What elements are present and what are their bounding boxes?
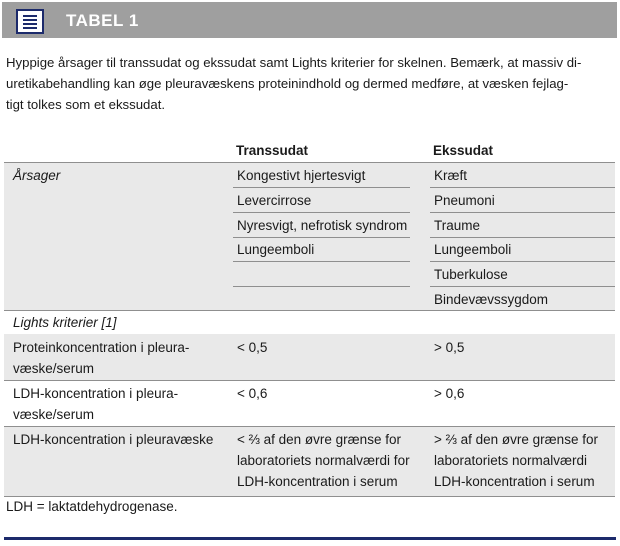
criterion-line: laboratoriets normalværdi for xyxy=(237,453,410,468)
row-rule xyxy=(4,426,615,427)
cell-divider xyxy=(430,286,615,287)
transsudat-criterion xyxy=(237,429,410,492)
bottom-accent-rule xyxy=(4,537,616,540)
criteria-label-line: væske/serum xyxy=(13,407,95,422)
transsudat-cause: Kongestivt hjertesvigt xyxy=(237,168,366,183)
ekssudat-criterion: > 0,5 xyxy=(434,340,465,355)
header-rule xyxy=(4,162,615,163)
criteria-label xyxy=(13,383,178,425)
criteria-label xyxy=(13,429,213,450)
transsudat-criterion: < 0,6 xyxy=(237,386,268,401)
table-bottom-rule xyxy=(4,496,615,497)
cell-divider xyxy=(430,261,615,262)
table-header-bar xyxy=(2,2,617,38)
table-caption xyxy=(6,52,614,115)
cell-divider xyxy=(430,187,615,188)
criterion-line: > ⅔ af den øvre grænse for xyxy=(434,432,598,447)
cell-divider xyxy=(233,286,410,287)
cell-divider xyxy=(430,212,615,213)
section-rule xyxy=(4,310,615,311)
cell-divider xyxy=(233,237,410,238)
ekssudat-criterion xyxy=(434,429,598,492)
ekssudat-cause: Kræft xyxy=(434,168,468,183)
criterion-line: LDH-koncentration i serum xyxy=(434,474,595,489)
footnote: LDH = laktatdehydrogenase. xyxy=(6,499,178,514)
caption-line: uretikabehandling kan øge pleuravæskens proteinindhold og dermed medføre, at væsken fejlag- xyxy=(6,76,569,91)
criterion-line: < ⅔ af den øvre grænse for xyxy=(237,432,401,447)
caption-line: Hyppige årsager til transsudat og ekssudat samt Lights kriterier for skelnen. Bemærk, at massiv di- xyxy=(6,55,582,70)
criterion-line: LDH-koncentration i serum xyxy=(237,474,398,489)
row-rule xyxy=(4,380,615,381)
document-list-icon xyxy=(16,9,44,34)
ekssudat-cause: Pneumoni xyxy=(434,193,495,208)
transsudat-cause: Nyresvigt, nefrotisk syndrom xyxy=(237,218,408,233)
caption-line: tigt tolkes som et ekssudat. xyxy=(6,97,166,112)
criteria-label xyxy=(13,337,189,379)
criteria-label-line: væske/serum xyxy=(13,361,95,376)
ekssudat-cause: Traume xyxy=(434,218,481,233)
ekssudat-cause: Bindevævssygdom xyxy=(434,292,549,307)
cell-divider xyxy=(233,212,410,213)
table-title: TABEL 1 xyxy=(66,11,139,30)
lights-criteria-label: Lights kriterier [1] xyxy=(13,315,117,330)
criteria-label-line: LDH-koncentration i pleura- xyxy=(13,386,179,401)
cell-divider xyxy=(233,261,410,262)
ekssudat-cause: Tuberkulose xyxy=(434,267,508,282)
criteria-label-line: LDH-koncentration i pleuravæske xyxy=(13,432,214,447)
column-header-transsudat: Transsudat xyxy=(236,143,309,158)
column-header-ekssudat: Ekssudat xyxy=(433,143,494,158)
transsudat-cause: Lungeemboli xyxy=(237,242,315,257)
transsudat-criterion: < 0,5 xyxy=(237,340,268,355)
cell-divider xyxy=(233,187,410,188)
transsudat-cause: Levercirrose xyxy=(237,193,312,208)
criterion-line: laboratoriets normalværdi xyxy=(434,453,588,468)
ekssudat-cause: Lungeemboli xyxy=(434,242,512,257)
causes-label: Årsager xyxy=(13,168,61,183)
ekssudat-criterion: > 0,6 xyxy=(434,386,465,401)
cell-divider xyxy=(430,237,615,238)
criteria-label-line: Proteinkoncentration i pleura- xyxy=(13,340,190,355)
